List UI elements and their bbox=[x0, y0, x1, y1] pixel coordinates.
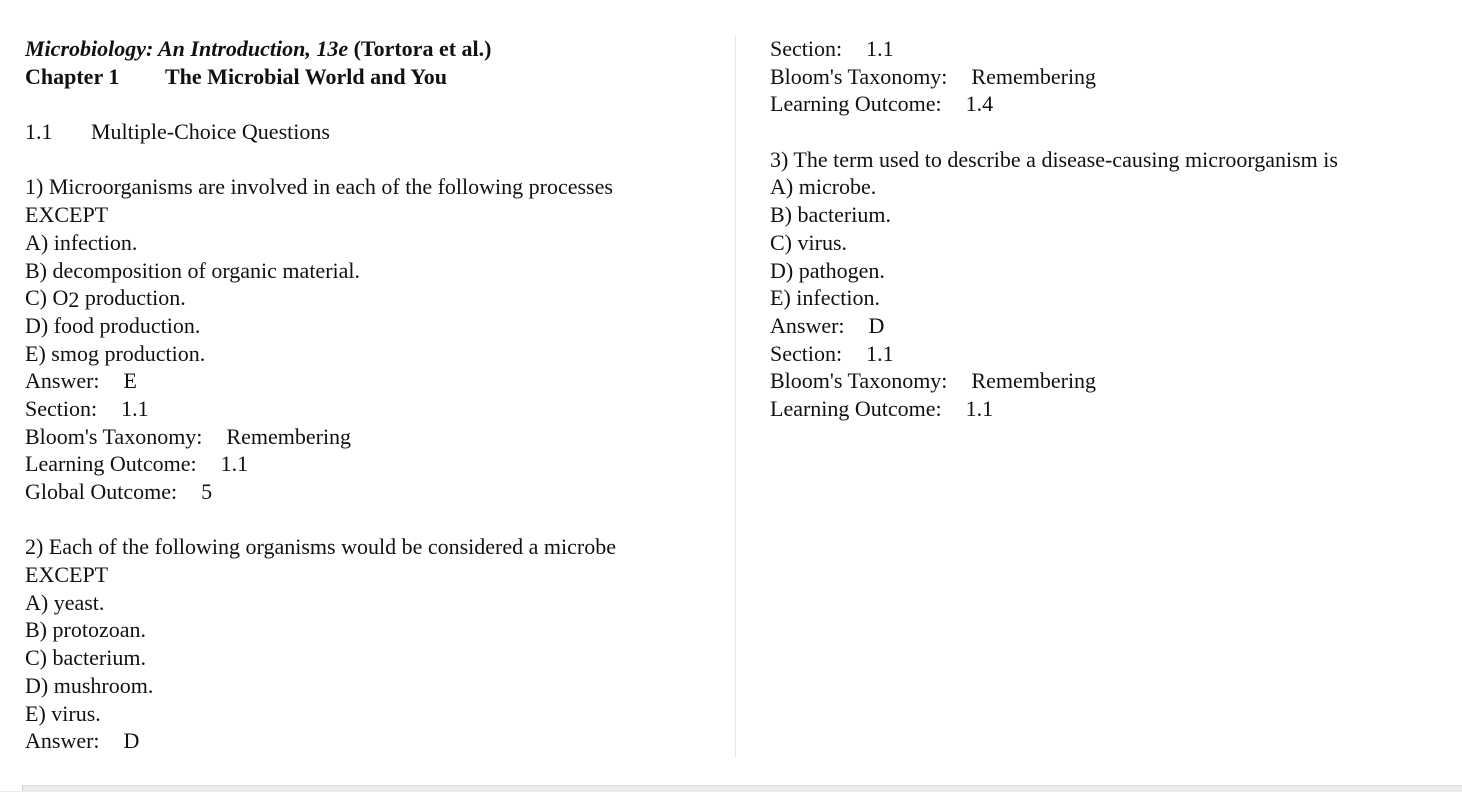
question-3 bbox=[770, 146, 1450, 423]
option-b: B) protozoan. bbox=[25, 617, 146, 643]
answer-value: E bbox=[123, 368, 137, 394]
option-c: C) bacterium. bbox=[25, 645, 146, 671]
right-column bbox=[770, 35, 1450, 423]
chapter-label: Chapter 1 bbox=[25, 63, 120, 89]
section-label: Section: bbox=[770, 36, 843, 61]
learning-outcome-label: Learning Outcome: bbox=[770, 395, 942, 421]
learning-outcome-line bbox=[770, 90, 1450, 118]
blooms-value: Remembering bbox=[971, 368, 1097, 394]
option-c-rest: production. bbox=[79, 285, 186, 311]
blooms-line bbox=[770, 367, 1450, 395]
section-line bbox=[770, 340, 1450, 368]
book-title: Microbiology: An Introduction, 13e bbox=[25, 36, 349, 61]
question-stem-cont: EXCEPT bbox=[25, 202, 109, 228]
blooms-label: Bloom's Taxonomy: bbox=[770, 368, 948, 394]
learning-outcome-label: Learning Outcome: bbox=[770, 91, 942, 117]
blooms-line bbox=[770, 63, 1450, 91]
answer-line bbox=[25, 367, 725, 395]
column-divider bbox=[735, 36, 736, 758]
question-stem: 1) Microorganisms are involved in each of the following processes bbox=[25, 174, 613, 200]
option-b: B) bacterium. bbox=[770, 202, 891, 228]
blooms-label: Bloom's Taxonomy: bbox=[25, 423, 203, 449]
answer-value: D bbox=[868, 312, 885, 338]
global-outcome-value: 5 bbox=[201, 479, 213, 504]
chapter-title: The Microbial World and You bbox=[165, 63, 447, 89]
option-e: E) smog production. bbox=[25, 340, 206, 366]
left-column bbox=[25, 35, 725, 755]
answer-label: Answer: bbox=[770, 312, 845, 338]
question-2 bbox=[25, 533, 725, 755]
answer-line bbox=[770, 312, 1450, 340]
section-label: Section: bbox=[770, 340, 843, 366]
learning-outcome-value: 1.4 bbox=[965, 91, 994, 117]
option-a: A) infection. bbox=[25, 229, 138, 255]
answer-label: Answer: bbox=[25, 728, 100, 754]
section-value: 1.1 bbox=[866, 340, 894, 366]
section-value: 1.1 bbox=[121, 395, 149, 421]
option-c-subscript: 2 bbox=[68, 287, 80, 313]
section-label: Section: bbox=[25, 395, 98, 421]
option-e: E) infection. bbox=[770, 285, 880, 311]
answer-label: Answer: bbox=[25, 368, 100, 394]
option-c-text: C) O bbox=[25, 285, 69, 311]
option-d: D) food production. bbox=[25, 312, 201, 338]
learning-outcome-line bbox=[770, 395, 1450, 423]
section-title: Multiple-Choice Questions bbox=[91, 119, 330, 145]
option-b: B) decomposition of organic material. bbox=[25, 257, 361, 283]
blooms-line bbox=[25, 423, 725, 451]
question-1 bbox=[25, 173, 725, 505]
answer-value: D bbox=[123, 728, 140, 754]
section-line bbox=[25, 395, 725, 423]
chapter-heading bbox=[25, 63, 725, 91]
learning-outcome-value: 1.1 bbox=[220, 451, 249, 477]
section-heading bbox=[25, 118, 725, 146]
global-outcome-label: Global Outcome: bbox=[25, 479, 178, 504]
option-a: A) yeast. bbox=[25, 589, 105, 615]
question-stem: 2) Each of the following organisms would be considered a microbe bbox=[25, 534, 616, 560]
question-2-continued bbox=[770, 35, 1450, 118]
answer-line bbox=[25, 727, 725, 755]
scrollbar-corner bbox=[0, 785, 23, 791]
section-number: 1.1 bbox=[25, 119, 53, 145]
option-c bbox=[25, 284, 725, 312]
book-title-line bbox=[25, 35, 725, 63]
blooms-value: Remembering bbox=[226, 423, 352, 449]
question-stem-cont: EXCEPT bbox=[25, 562, 109, 588]
option-d: D) pathogen. bbox=[770, 257, 885, 283]
learning-outcome-line bbox=[25, 450, 725, 478]
section-value: 1.1 bbox=[866, 36, 894, 61]
option-c: C) virus. bbox=[770, 229, 847, 255]
global-outcome-line bbox=[25, 478, 725, 506]
section-line bbox=[770, 35, 1450, 63]
blooms-label: Bloom's Taxonomy: bbox=[770, 63, 948, 89]
blooms-value: Remembering bbox=[971, 63, 1097, 89]
learning-outcome-value: 1.1 bbox=[965, 395, 994, 421]
question-stem: 3) The term used to describe a disease-causing microorganism is bbox=[770, 146, 1338, 172]
option-a: A) microbe. bbox=[770, 174, 877, 200]
learning-outcome-label: Learning Outcome: bbox=[25, 451, 197, 477]
option-e: E) virus. bbox=[25, 700, 101, 726]
book-authors: (Tortora et al.) bbox=[353, 36, 492, 61]
option-d: D) mushroom. bbox=[25, 672, 154, 698]
